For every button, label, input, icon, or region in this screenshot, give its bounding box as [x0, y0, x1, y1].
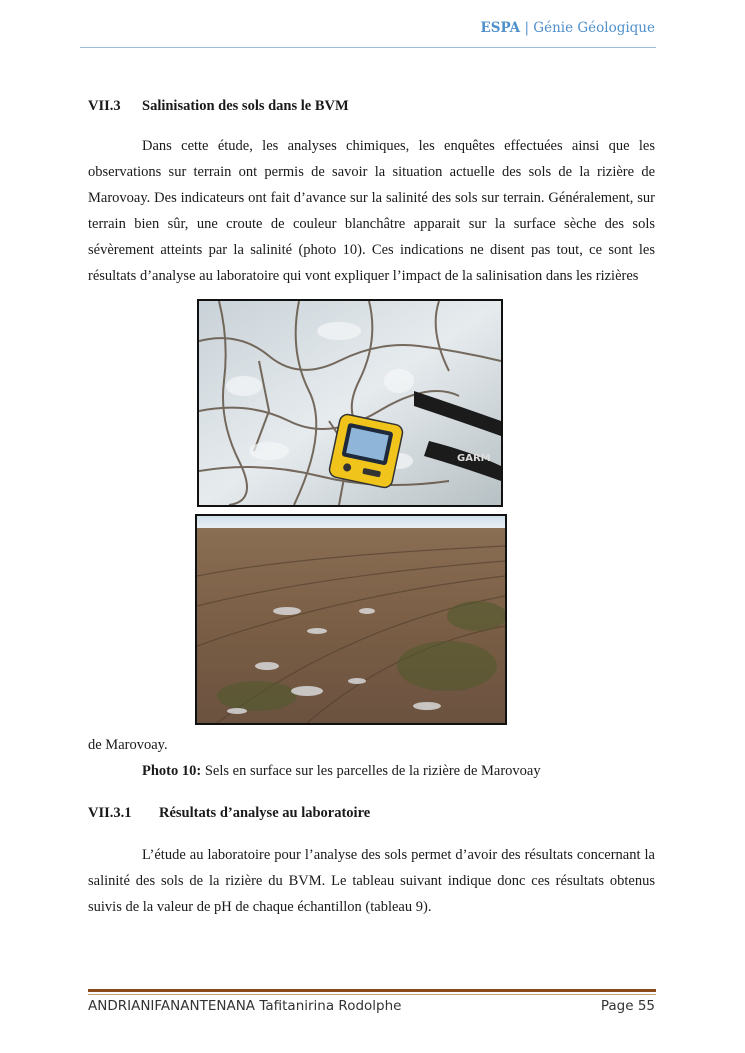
caption-text: Sels en surface sur les parcelles de la rizière de Marovoay	[201, 763, 541, 779]
paragraph-text: L’étude au laboratoire pour l’analyse des sols permet d’avoir des résultats concernant la salinité des sols de la rizière du BVM. Le tableau suivant indique donc ces résultats obtenus suivis de la valeur de pH de chaque échantillon (tableau 9).	[88, 847, 655, 915]
footer-rule-thin	[88, 994, 656, 995]
field-image	[197, 516, 505, 723]
footer-author: ANDRIANIFANANTENANA Tafitanirina Rodolphe	[88, 998, 402, 1014]
paragraph-salinisation	[88, 133, 655, 289]
header-separator: |	[520, 20, 534, 36]
section-title: Salinisation des sols dans le BVM	[142, 98, 349, 114]
header-rule	[80, 47, 656, 48]
section-number: VII.3	[88, 98, 121, 114]
header-brand: ESPA	[480, 20, 521, 36]
photo-caption	[142, 763, 541, 780]
caption-label: Photo 10:	[142, 763, 202, 779]
page-header	[480, 20, 655, 36]
section-heading-vii3	[88, 98, 349, 115]
paragraph-laboratoire	[88, 842, 655, 920]
footer-rule	[88, 989, 656, 992]
paragraph-text: Dans cette étude, les analyses chimiques, les enquêtes effectuées ainsi que les observations sur terrain ont permis de savoir la situation actuelle des sols de la rizière de Marovoay. Des indicateurs ont fait d’avance sur la salinité des sols sur terrain. Généralement, sur terrain bien sûr, une croute de couleur blanchâtre apparait sur la surface sèche des sols sévèrement atteints par la salinité (photo 10). Ces indications ne disent pas tout, ce sont les résultats d’analyse au laboratoire qui vont expliquer l’impact de la salinisation dans les rizières	[88, 138, 655, 284]
photo-salt-crust-gps	[197, 299, 503, 507]
paragraph-continuation: de Marovoay.	[88, 737, 168, 753]
strap-text: GARM	[457, 453, 491, 464]
photo-field-salt-patches	[195, 514, 507, 725]
subsection-number: VII.3.1	[88, 805, 132, 821]
footer-page-number: Page 55	[600, 998, 655, 1014]
header-department: Génie Géologique	[533, 20, 655, 36]
section-heading-vii31	[88, 805, 370, 822]
subsection-title: Résultats d’analyse au laboratoire	[159, 805, 371, 821]
salt-crust-image	[199, 301, 501, 505]
